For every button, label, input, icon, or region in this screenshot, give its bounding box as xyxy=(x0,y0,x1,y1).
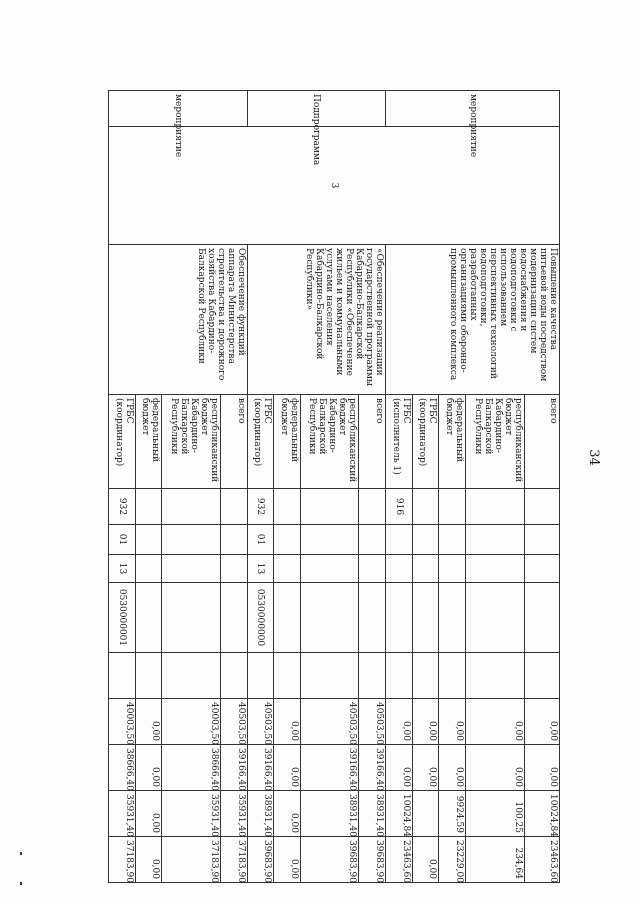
value-cell: 40003,50 xyxy=(109,699,136,745)
vr-cell xyxy=(412,653,439,699)
group-label: мероприятие xyxy=(109,91,248,127)
value-cell: 38666,40 xyxy=(162,745,221,791)
value-cell: 0,00 xyxy=(465,745,524,791)
value-cell: 9924,59 xyxy=(439,791,466,837)
value-cell: 39683,90 xyxy=(300,837,359,883)
row-label: республиканский бюджет Кабардино-Балкарской Республики xyxy=(162,395,221,489)
rz-cell xyxy=(162,525,221,555)
value-cell: 0,00 xyxy=(135,745,162,791)
csr-cell xyxy=(274,583,301,653)
value-cell: 0,00 xyxy=(412,699,439,745)
value-cell: 0,00 xyxy=(274,745,301,791)
row-label: ГРБС (исполнитель 1) xyxy=(386,395,413,489)
value-cell: 40503,50 xyxy=(247,699,274,745)
value-cell: 40503,50 xyxy=(220,699,247,745)
vr-cell xyxy=(524,653,559,699)
rz-cell: 01 xyxy=(247,525,274,555)
csr-cell: 0530000000 xyxy=(247,583,274,653)
vr-cell xyxy=(220,653,247,699)
value-cell: 100,25 xyxy=(465,791,524,837)
csr-cell xyxy=(162,583,221,653)
csr-cell: 0530000001 xyxy=(109,583,136,653)
pr-cell xyxy=(412,555,439,583)
pr-cell xyxy=(386,555,413,583)
value-cell: 35931,40 xyxy=(220,791,247,837)
value-cell: 35931,40 xyxy=(109,791,136,837)
value-cell: 0,00 xyxy=(524,699,559,745)
pr-cell xyxy=(439,555,466,583)
vr-cell xyxy=(386,653,413,699)
value-cell: 0,00 xyxy=(135,699,162,745)
value-cell: 0,00 xyxy=(274,699,301,745)
rz-cell xyxy=(412,525,439,555)
value-cell: 10024,84 xyxy=(524,791,559,837)
row-label: ГРБС (координатор) xyxy=(412,395,439,489)
rz-cell xyxy=(386,525,413,555)
row-label: республиканский бюджет Кабардино-Балкарской Республики xyxy=(300,395,359,489)
value-cell: 39166,40 xyxy=(220,745,247,791)
value-cell: 23229,00 xyxy=(439,837,466,883)
grbs-cell xyxy=(412,489,439,525)
row-label: всего xyxy=(220,395,247,489)
value-cell: 0,00 xyxy=(386,745,413,791)
value-cell: 0,00 xyxy=(135,837,162,883)
rz-cell xyxy=(524,525,559,555)
value-cell: 0,00 xyxy=(439,745,466,791)
value-cell: 40503,50 xyxy=(359,699,386,745)
vr-cell xyxy=(439,653,466,699)
value-cell: 37183,90 xyxy=(109,837,136,883)
vr-cell xyxy=(135,653,162,699)
rotated-table-wrapper xyxy=(108,90,560,883)
page-number: 34 xyxy=(585,449,601,466)
value-cell: 39166,40 xyxy=(247,745,274,791)
row-label: республиканский бюджет Кабардино-Балкарской Республики xyxy=(465,395,524,489)
value-cell: 38931,40 xyxy=(359,791,386,837)
grbs-cell xyxy=(524,489,559,525)
group-label: мероприятие xyxy=(386,91,560,127)
pr-cell: 13 xyxy=(109,555,136,583)
value-cell: 10024,84 xyxy=(386,791,413,837)
description-cell: «Обеспечение реализации государственной программы Кабардино-Балкарской Республики «Обеспечение жильем и коммунальными услугами населения Кабардино-Балкарской Республики» xyxy=(247,245,386,395)
value-cell: 0,00 xyxy=(274,791,301,837)
value-cell: 37183,90 xyxy=(220,837,247,883)
pr-cell xyxy=(300,555,359,583)
grbs-cell xyxy=(162,489,221,525)
row-label: федеральный бюджет xyxy=(274,395,301,489)
value-cell: 0,00 xyxy=(524,745,559,791)
rz-cell xyxy=(465,525,524,555)
row-label: ГРБС (координатор) xyxy=(247,395,274,489)
csr-cell xyxy=(465,583,524,653)
row-number: 3 xyxy=(109,127,560,245)
value-cell: 35931,40 xyxy=(162,791,221,837)
csr-cell xyxy=(412,583,439,653)
rz-cell xyxy=(220,525,247,555)
description-cell: Повышение качества питьевой воды посредством модернизации систем водоснабжения и водоподготовки с использованием перспективных технологий водоподготовки, разработанных организациями оборонно-промышленного комплекса xyxy=(386,245,560,395)
row-label: федеральный бюджет xyxy=(439,395,466,489)
row-label: федеральный бюджет xyxy=(135,395,162,489)
value-cell: 39683,90 xyxy=(359,837,386,883)
vr-cell xyxy=(162,653,221,699)
value-cell: 234,64 xyxy=(465,837,524,883)
grbs-cell xyxy=(359,489,386,525)
pr-cell xyxy=(465,555,524,583)
csr-cell xyxy=(135,583,162,653)
csr-cell xyxy=(359,583,386,653)
value-cell: 0,00 xyxy=(412,837,439,883)
rz-cell xyxy=(274,525,301,555)
csr-cell xyxy=(220,583,247,653)
grbs-cell xyxy=(220,489,247,525)
value-cell: 39166,40 xyxy=(300,745,359,791)
row-label: всего xyxy=(524,395,559,489)
pr-cell xyxy=(274,555,301,583)
value-cell: 40503,50 xyxy=(300,699,359,745)
scan-mark xyxy=(20,852,22,855)
budget-table xyxy=(108,90,560,883)
value-cell: 40003,50 xyxy=(162,699,221,745)
pr-cell: 13 xyxy=(247,555,274,583)
vr-cell xyxy=(109,653,136,699)
grbs-cell: 932 xyxy=(247,489,274,525)
value-cell xyxy=(412,791,439,837)
rz-cell: 01 xyxy=(109,525,136,555)
value-cell: 39166,40 xyxy=(359,745,386,791)
grbs-cell xyxy=(439,489,466,525)
pr-cell xyxy=(359,555,386,583)
value-cell: 0,00 xyxy=(465,699,524,745)
grbs-cell xyxy=(465,489,524,525)
value-cell: 39683,90 xyxy=(247,837,274,883)
csr-cell xyxy=(439,583,466,653)
value-cell: 0,00 xyxy=(412,745,439,791)
row-label: всего xyxy=(359,395,386,489)
csr-cell xyxy=(300,583,359,653)
value-cell: 0,00 xyxy=(386,699,413,745)
csr-cell xyxy=(386,583,413,653)
rz-cell xyxy=(439,525,466,555)
value-cell: 0,00 xyxy=(274,837,301,883)
value-cell: 37183,90 xyxy=(162,837,221,883)
value-cell: 38931,40 xyxy=(247,791,274,837)
value-cell: 23463,60 xyxy=(524,837,559,883)
pr-cell xyxy=(135,555,162,583)
rz-cell xyxy=(300,525,359,555)
grbs-cell xyxy=(135,489,162,525)
pr-cell xyxy=(524,555,559,583)
description-cell: Обеспечение функций аппарата Министерства строительства и дорожного хозяйства Кабардино-Балкарской Республики xyxy=(109,245,248,395)
value-cell: 0,00 xyxy=(439,699,466,745)
row-label: ГРБС (координатор) xyxy=(109,395,136,489)
value-cell: 38666,40 xyxy=(109,745,136,791)
vr-cell xyxy=(465,653,524,699)
vr-cell xyxy=(247,653,274,699)
rz-cell xyxy=(135,525,162,555)
value-cell: 0,00 xyxy=(135,791,162,837)
grbs-cell xyxy=(300,489,359,525)
csr-cell xyxy=(524,583,559,653)
value-cell: 38931,40 xyxy=(300,791,359,837)
vr-cell xyxy=(300,653,359,699)
vr-cell xyxy=(359,653,386,699)
vr-cell xyxy=(274,653,301,699)
group-label: Подпрограмма xyxy=(247,91,386,127)
pr-cell xyxy=(162,555,221,583)
scan-mark xyxy=(20,882,22,885)
grbs-cell xyxy=(274,489,301,525)
value-cell: 23463,60 xyxy=(386,837,413,883)
grbs-cell: 932 xyxy=(109,489,136,525)
pr-cell xyxy=(220,555,247,583)
grbs-cell: 916 xyxy=(386,489,413,525)
rz-cell xyxy=(359,525,386,555)
